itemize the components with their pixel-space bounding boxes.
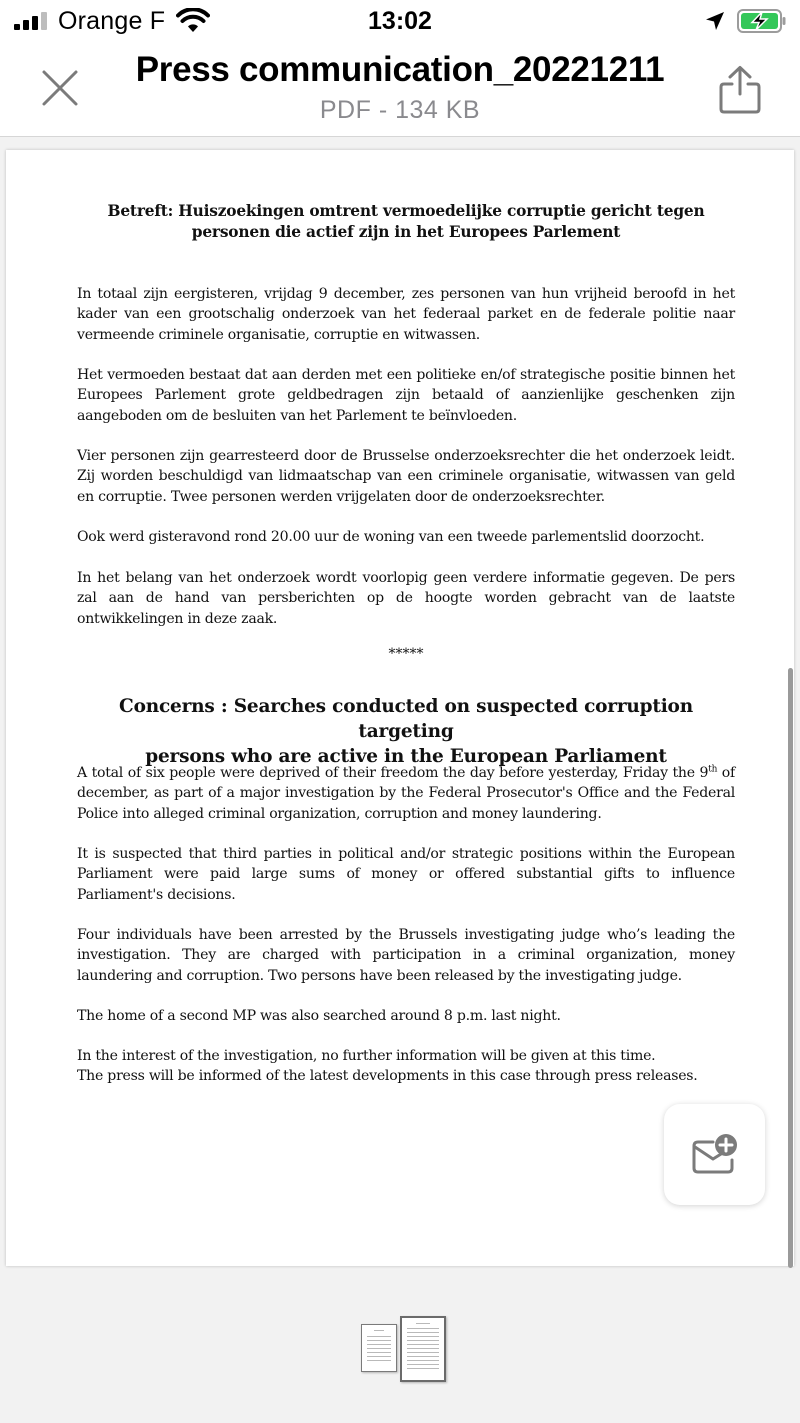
share-icon[interactable] bbox=[714, 64, 766, 116]
english-paragraph-1-part-a: A total of six people were deprived of their freedom the day before yesterday, Friday the 9 bbox=[77, 765, 709, 781]
document-header bbox=[0, 44, 800, 137]
send-mail-button[interactable] bbox=[664, 1104, 765, 1205]
english-heading bbox=[77, 694, 735, 769]
dutch-heading-line-2: personen die actief zijn in het Europees Parlement bbox=[191, 223, 621, 241]
battery-charging-icon bbox=[737, 9, 787, 33]
status-bar bbox=[0, 0, 800, 44]
section-separator: ***** bbox=[388, 646, 424, 662]
page-thumbnails bbox=[0, 1310, 800, 1390]
dutch-paragraph-4: Ook werd gisteravond rond 20.00 uur de woning van een tweede parlementslid doorzocht. bbox=[77, 529, 705, 545]
english-paragraph-5-line-1: In the interest of the investigation, no further information will be given at this time. bbox=[77, 1048, 656, 1064]
dutch-paragraph-2: Het vermoeden bestaat dat aan derden met een politieke en/of strategische positie binnen het Europees Parlement grote geldbedragen zijn betaald of aanzienlijke geschenken zijn aangeboden om de besluiten van het Parlement te beïnvloeden. bbox=[77, 367, 735, 424]
english-paragraph-5-line-2: The press will be informed of the latest developments in this case through press releases. bbox=[77, 1068, 698, 1085]
page-thumbnail-1[interactable] bbox=[361, 1324, 397, 1372]
mail-add-icon bbox=[691, 1130, 739, 1178]
status-time: 13:02 bbox=[368, 7, 432, 35]
pdf-page[interactable] bbox=[6, 150, 794, 1266]
carrier-name: Orange F bbox=[58, 7, 166, 35]
ordinal-suffix: th bbox=[708, 764, 718, 775]
dutch-paragraph-5: In het belang van het onderzoek wordt voorlopig geen verdere informatie gegeven. De pers zal aan de hand van persberichten op de hoogte worden gebracht van de laatste ontwikkelingen in deze zaak. bbox=[77, 570, 735, 627]
english-paragraph-2: It is suspected that third parties in political and/or strategic positions within the European Parliament were paid large sums of money or offered substantial gifts to influence Parliament's decisions. bbox=[77, 846, 735, 903]
english-paragraph-5 bbox=[77, 1046, 735, 1087]
dutch-heading-line-1: Betreft: Huiszoekingen omtrent vermoedelijke corruptie gericht tegen bbox=[107, 202, 705, 220]
english-paragraph-3: Four individuals have been arrested by the Brussels investigating judge who’s leading the investigation. They are charged with participation in a criminal organization, money laundering and corruption. Two persons have been released by the investigating judge. bbox=[77, 927, 735, 984]
english-paragraph-1 bbox=[77, 763, 735, 824]
english-heading-line-1: Concerns : Searches conducted on suspected corruption targeting bbox=[119, 696, 693, 742]
dutch-paragraph-1: In totaal zijn eergisteren, vrijdag 9 december, zes personen van hun vrijheid beroofd in het kader van een grootschalig onderzoek van het federaal parket en de federale politie naar vermeende criminele organisatie, corruptie en witwassen. bbox=[77, 286, 735, 343]
english-paragraph-1-part-b: of december, as part of a major investigation by the Federal Prosecutor's Office and the Federal Police into alleged criminal organization, corruption and money laundering. bbox=[77, 765, 735, 822]
document-file-info: PDF - 134 KB bbox=[319, 96, 481, 124]
document-title: Press communication_20221211 bbox=[135, 50, 665, 89]
location-arrow-icon bbox=[704, 10, 726, 32]
page-thumbnail-2[interactable] bbox=[400, 1316, 446, 1382]
english-heading-line-2: persons who are active in the European Parliament bbox=[145, 746, 667, 767]
dutch-paragraph-3: Vier personen zijn gearresteerd door de Brusselse onderzoeksrechter die het onderzoek leidt. Zij worden beschuldigd van lidmaatschap van een criminele organisatie, witwassen van geld en corruptie. Twee personen werden vrijgelaten door de onderzoeksrechter. bbox=[77, 448, 735, 505]
english-paragraph-4: The home of a second MP was also searched around 8 p.m. last night. bbox=[77, 1008, 561, 1024]
scroll-indicator[interactable] bbox=[788, 668, 793, 1268]
dutch-heading bbox=[77, 201, 735, 243]
